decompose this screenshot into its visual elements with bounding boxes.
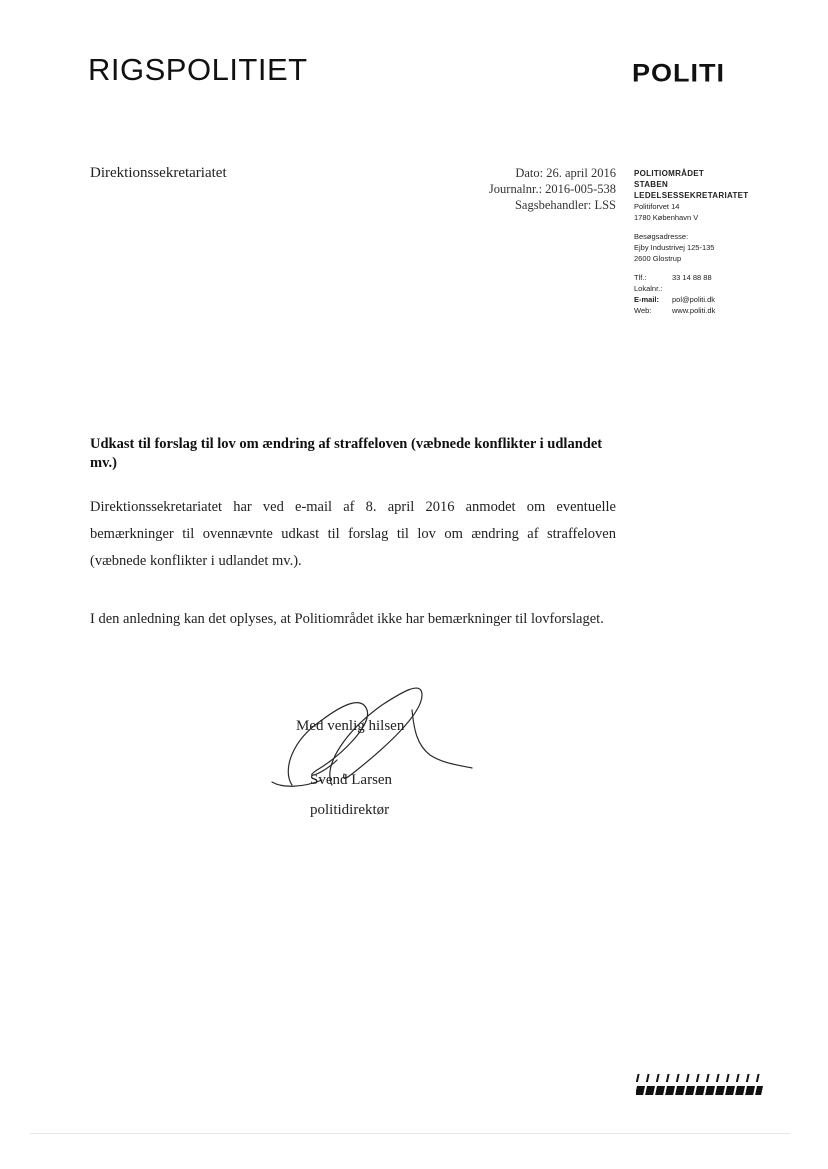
phone-row <box>634 272 794 283</box>
letter-paragraph-2: I den anledning kan det oplyses, at Politiområdet ikke har bemærkninger til lovforslaget. <box>90 611 604 627</box>
letter-paragraph-1: Direktionssekretariatet har ved e-mail af 8. april 2016 anmodet om eventuelle bemærkninger til ovennævnte udkast til forslag til lov om ændring af straffeloven (væbnede konflikter i udlandet mv.). <box>90 499 616 569</box>
police-stripe-pattern <box>636 1072 768 1098</box>
sender-unit: STABEN <box>634 180 669 189</box>
web-row <box>634 305 794 316</box>
visit-street: Ejby Industrivej 125-135 <box>634 243 715 252</box>
web-label: Web: <box>634 306 652 315</box>
sender-area: POLITIOMRÅDET <box>634 169 705 178</box>
page-header-title: RIGSPOLITIET <box>88 52 308 87</box>
document-meta <box>440 165 616 213</box>
visit-city: 2600 Glostrup <box>634 254 682 263</box>
department-name: Direktionssekretariatet <box>90 165 227 181</box>
phone-label: Tlf.: <box>634 273 647 282</box>
stripe-row-bottom <box>636 1086 763 1095</box>
meta-date: Dato: 26. april 2016 <box>515 166 616 180</box>
local-number-label: Lokalnr.: <box>634 284 663 293</box>
sender-block <box>634 168 794 316</box>
web-value: www.politi.dk <box>672 306 716 315</box>
email-label: E-mail: <box>634 295 660 304</box>
meta-case-handler: Sagsbehandler: LSS <box>514 198 616 212</box>
visit-address-label: Besøgsadresse: <box>634 232 689 241</box>
politi-logo: POLITI <box>632 59 725 87</box>
scan-edge-line <box>30 1133 790 1134</box>
sender-city: 1780 København V <box>634 213 699 222</box>
signer-name: Svend Larsen <box>310 772 393 788</box>
email-row <box>634 294 794 305</box>
closing-greeting: Med venlig hilsen <box>296 718 405 734</box>
sender-sub-unit: LEDELSESSEKRETARIATET <box>634 191 749 200</box>
sender-street: Politiforvet 14 <box>634 202 680 211</box>
letter-subject: Udkast til forslag til lov om ændring af straffeloven (væbnede konflikter i udlandet mv.) <box>90 436 603 471</box>
signer-title: politidirektør <box>310 802 390 818</box>
meta-journal-number: Journalnr.: 2016-005-538 <box>488 182 616 196</box>
phone-value: 33 14 88 88 <box>672 273 712 282</box>
stripe-row-top <box>636 1074 760 1082</box>
email-value: pol@politi.dk <box>672 295 716 304</box>
